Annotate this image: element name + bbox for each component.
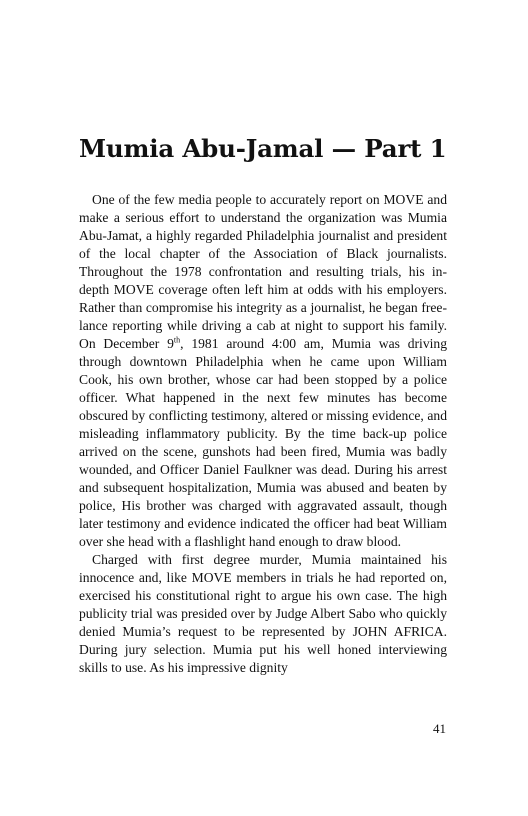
paragraph-2: Charged with first degree murder, Mumia maintained his innocence and, like MOVE members in trials he had reported on, exercised his constitutional right to argue his own case. The high publicity trial was presided over by Judge Albert Sabo who quickly denied Mumia’s request to be represented by JOHN AFRICA. During jury selection. Mumia put his well honed interviewing skills to use. As his impressive dignity [79,552,447,675]
paragraph-1-text-b: , 1981 around 4:00 am, Mumia was driving through downtown Philadelphia when he came upon William Cook, his own brother, whose car had been stopped by a police officer. What happened in the next few minutes has become obscured by conflicting testimony, altered or missing evidence, and misleading inflammatory publicity. By the time back-up police arrived on the scene, gunshots had been fired, Mumia was badly wounded, and Officer Daniel Faulkner was dead. During his arrest and subsequent hospitalization, Mumia was abused and beaten by police, His brother was charged with aggravated assault, though later testimony and evidence indicated the officer had beat William over she head with a flashlight hand enough to draw blood. [79,336,447,549]
paragraph-1-text-a: One of the few media people to accurately report on MOVE and make a serious effort to understand the organization was Mumia Abu-Jamat, a highly regarded Philadelphia journalist and president of the local chapter of the Association of Black journalists. Throughout the 1978 confrontation and resulting trials, his in- depth MOVE coverage often left him at odds with his employers. Rather than compromise his integrity as a journalist, he began free-lance reporting while driving a cab at night to support his family. On December 9 [79,192,447,351]
body-text [79,191,447,677]
paragraph-1 [79,191,447,551]
ordinal-superscript: th [173,335,181,345]
page-number: 41 [433,721,446,736]
chapter-title: Mumia Abu-Jamal — Part 1 [79,134,447,163]
